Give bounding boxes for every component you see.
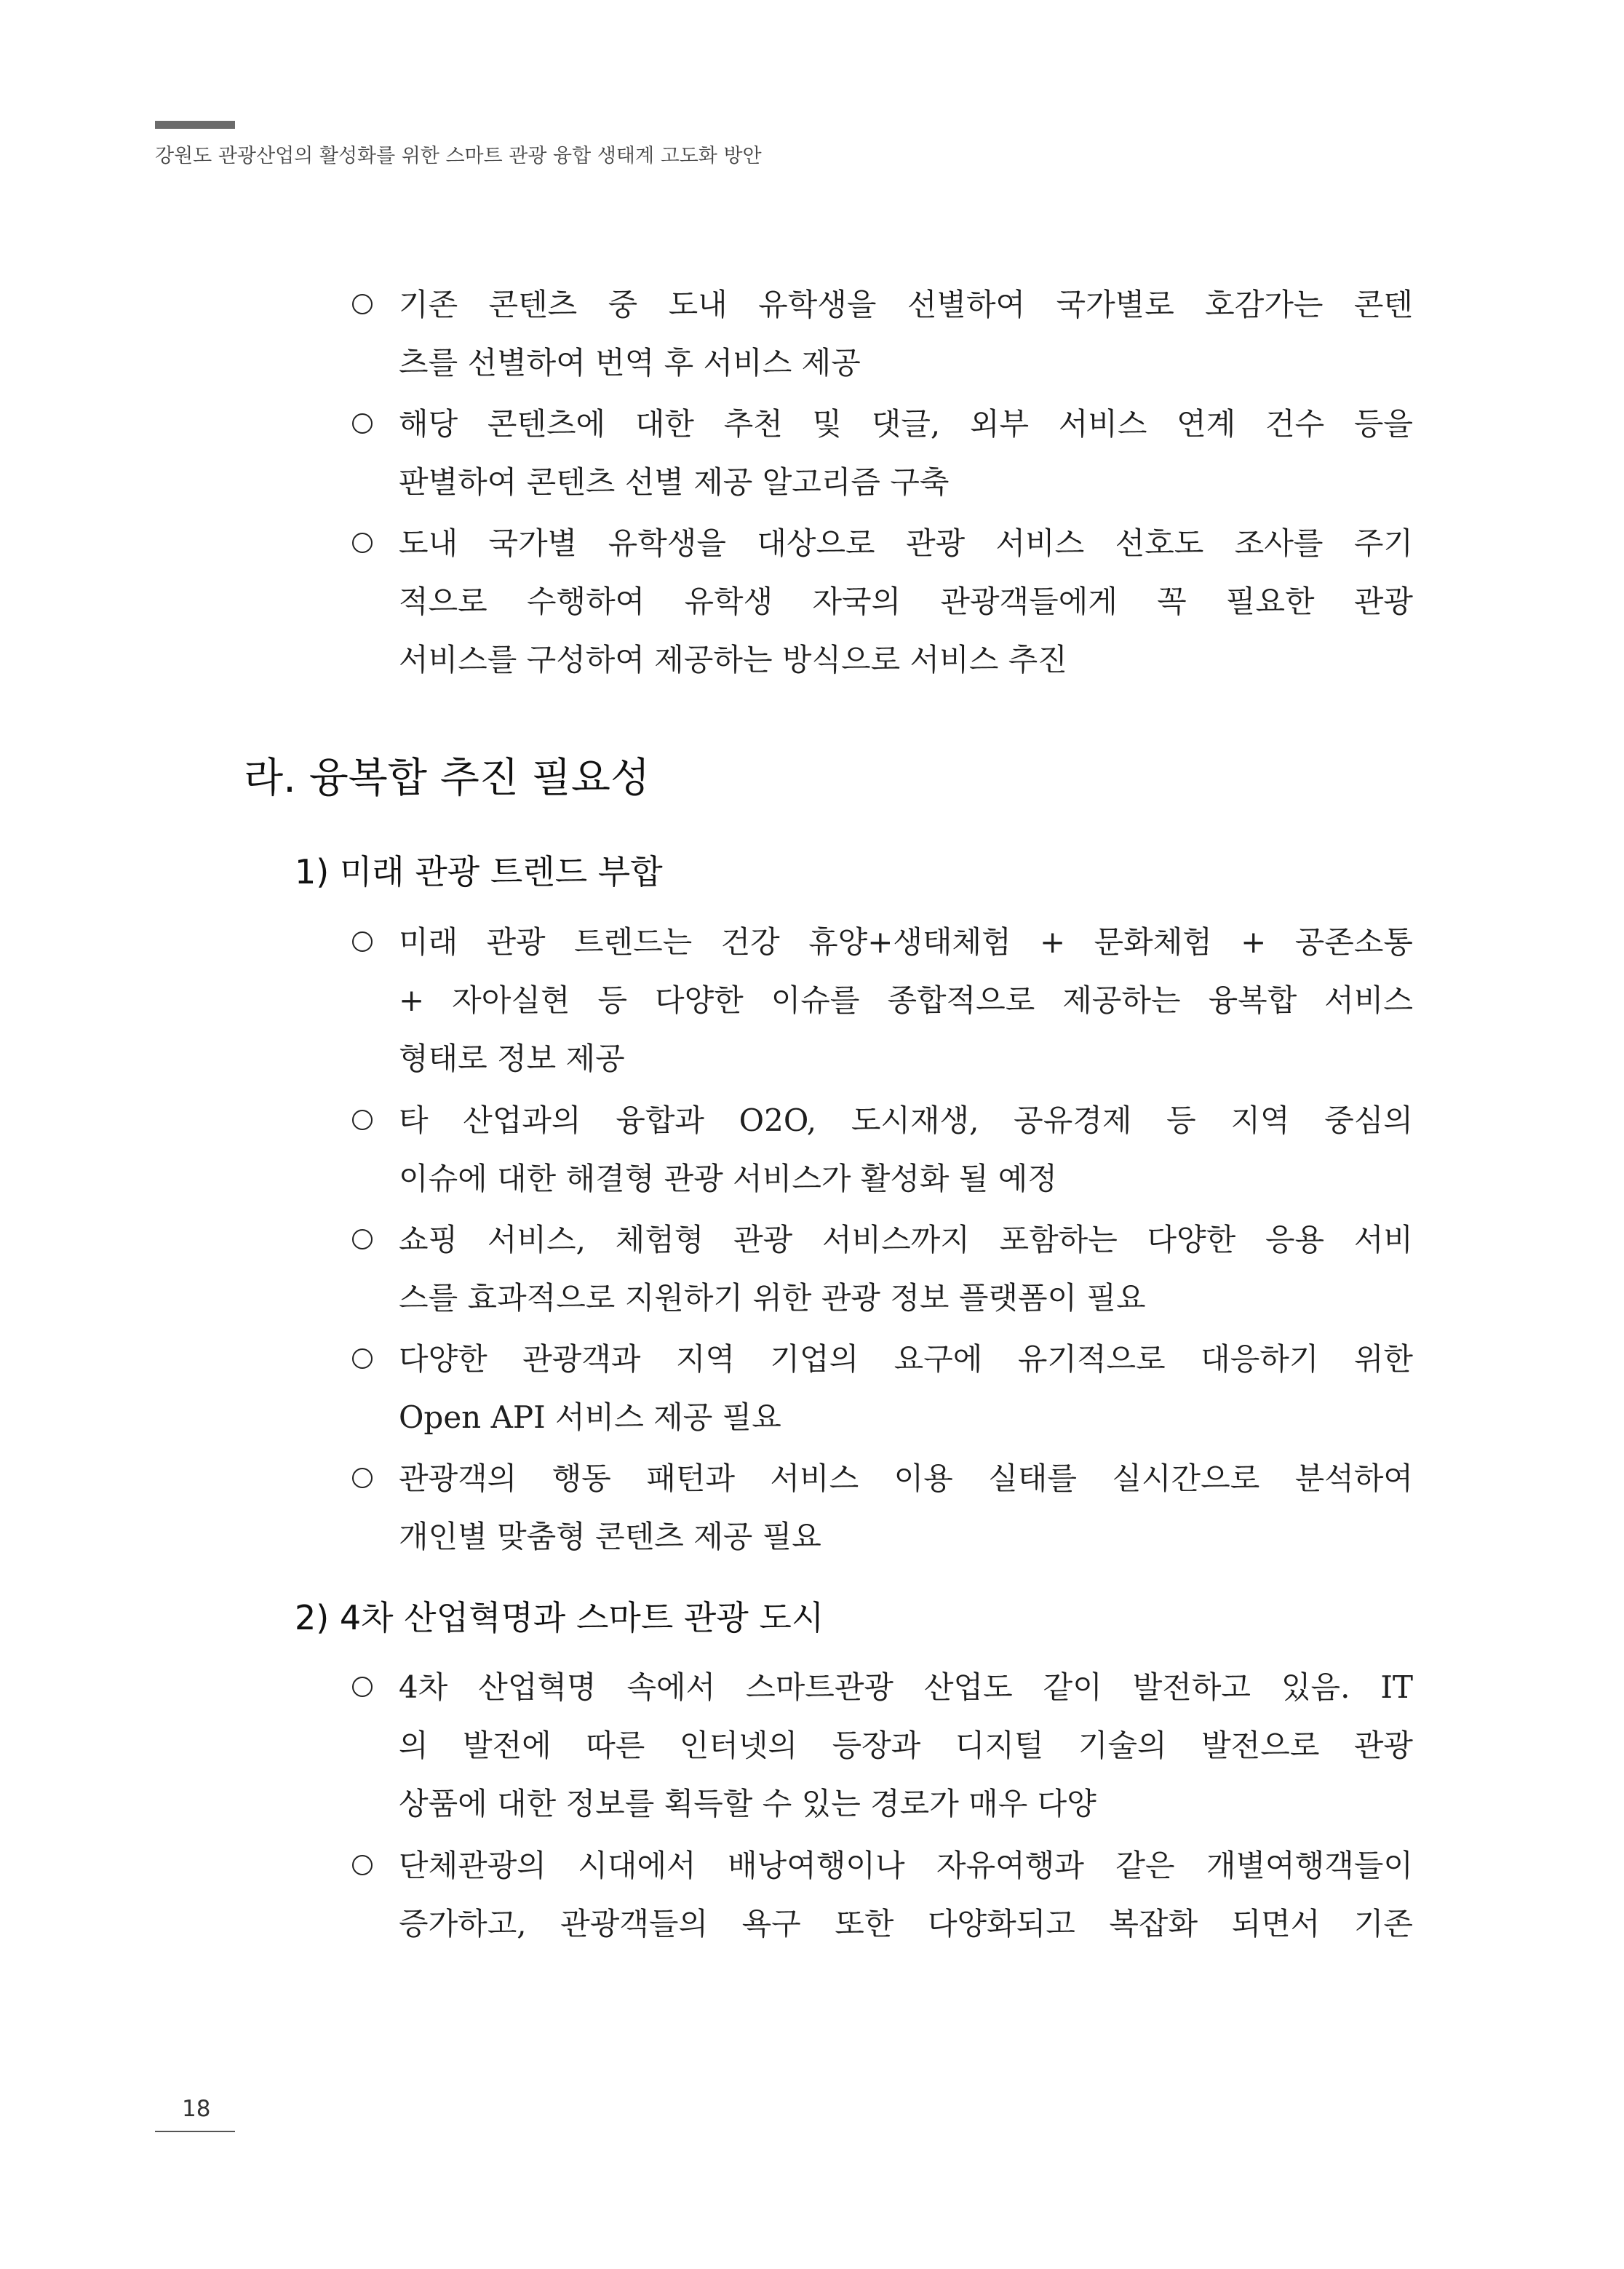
body-line: 개인별 맞춤형 콘텐츠 제공 필요 (399, 1519, 821, 1554)
bullet-circle-icon (352, 1348, 373, 1369)
header-accent-bar (155, 121, 235, 129)
body-line: + 자아실현 등 다양한 이슈를 종합적으로 제공하는 융복합 서비스 (399, 982, 1413, 1018)
footer-rule (155, 2131, 235, 2132)
bullet-circle-icon (352, 1677, 373, 1697)
body-line: 관광객의 행동 패턴과 서비스 이용 실태를 실시간으로 분석하여 (399, 1461, 1413, 1496)
body-line: 판별하여 콘텐츠 선별 제공 알고리즘 구축 (399, 464, 950, 500)
body-line: 상품에 대한 정보를 획득할 수 있는 경로가 매우 다양 (399, 1786, 1096, 1821)
body-line: 스를 효과적으로 지원하기 위한 관광 정보 플랫폼이 필요 (399, 1280, 1146, 1316)
bullet-circle-icon (352, 931, 373, 952)
body-line: 도내 국가별 유학생을 대상으로 관광 서비스 선호도 조사를 주기 (399, 525, 1413, 561)
body-line: 적으로 수행하여 유학생 자국의 관광객들에게 꼭 필요한 관광 (399, 584, 1413, 619)
body-line: Open API 서비스 제공 필요 (399, 1399, 781, 1435)
page-number: 18 (182, 2096, 211, 2122)
body-line: 단체관광의 시대에서 배낭여행이나 자유여행과 같은 개별여행객들이 (399, 1848, 1413, 1883)
body-line: 츠를 선별하여 번역 후 서비스 제공 (399, 345, 861, 381)
body-line: 증가하고, 관광객들의 욕구 또한 다양화되고 복잡화 되면서 기존 (399, 1906, 1413, 1942)
body-line: 타 산업과의 융합과 O2O, 도시재생, 공유경제 등 지역 중심의 (399, 1102, 1413, 1138)
subsection-heading: 1) 미래 관광 트렌드 부합 (295, 852, 663, 891)
bullet-circle-icon (352, 1855, 373, 1875)
bullet-circle-icon (352, 413, 373, 434)
body-line: 기존 콘텐츠 중 도내 유학생을 선별하여 국가별로 호감가는 콘텐 (399, 287, 1413, 322)
body-line: 쇼핑 서비스, 체험형 관광 서비스까지 포함하는 다양한 응용 서비 (399, 1222, 1413, 1257)
bullet-circle-icon (352, 533, 373, 553)
body-line: 다양한 관광객과 지역 기업의 요구에 유기적으로 대응하기 위한 (399, 1341, 1413, 1377)
body-line: 4차 산업혁명 속에서 스마트관광 산업도 같이 발전하고 있음. IT (399, 1669, 1413, 1705)
bullet-circle-icon (352, 1110, 373, 1130)
body-line: 형태로 정보 제공 (399, 1041, 625, 1076)
bullet-circle-icon (352, 1229, 373, 1249)
body-line: 의 발전에 따른 인터넷의 등장과 디지털 기술의 발전으로 관광 (399, 1728, 1413, 1763)
running-header: 강원도 관광산업의 활성화를 위한 스마트 관광 융합 생태계 고도화 방안 (155, 145, 762, 167)
section-heading: 라. 융복합 추진 필요성 (244, 755, 650, 802)
subsection-heading: 2) 4차 산업혁명과 스마트 관광 도시 (295, 1598, 824, 1637)
bullet-circle-icon (352, 294, 373, 314)
body-line: 이슈에 대한 해결형 관광 서비스가 활성화 될 예정 (399, 1161, 1057, 1196)
body-line: 미래 관광 트렌드는 건강 휴양+생태체험 + 문화체험 + 공존소통 (399, 924, 1413, 960)
body-line: 서비스를 구성하여 제공하는 방식으로 서비스 추진 (399, 642, 1067, 677)
bullet-circle-icon (352, 1468, 373, 1488)
body-line: 해당 콘텐츠에 대한 추천 및 댓글, 외부 서비스 연계 건수 등을 (399, 406, 1413, 442)
